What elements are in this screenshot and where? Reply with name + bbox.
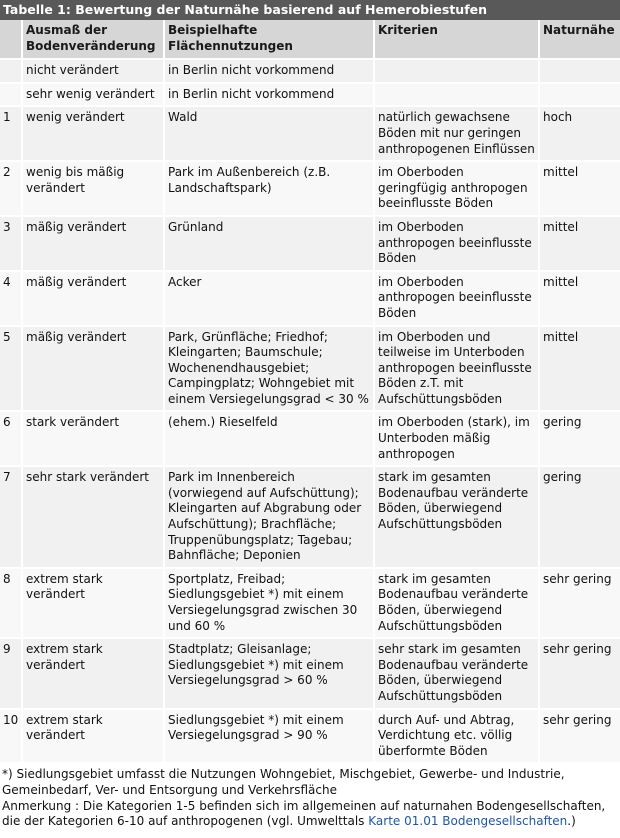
cell-nr: 6: [0, 411, 22, 466]
table-row: [0, 106, 620, 161]
cell-ausmass: mäßig verändert: [22, 326, 164, 412]
cell-nutzungen: Siedlungsgebiet *) mit einem Versiegelungsgrad > 90 %: [164, 709, 374, 764]
cell-nr: [0, 59, 22, 83]
table-row: [0, 568, 620, 638]
cell-naturnaehe: mittel: [539, 161, 620, 216]
cell-nutzungen: Park im Innenbereich (vorwiegend auf Aufschüttung); Kleingarten auf Abgrabung oder Aufschüttung); Brachfläche; Truppenübungsplatz; Tagebau; Bahnfläche; Deponien: [164, 466, 374, 568]
cell-ausmass: mäßig verändert: [22, 216, 164, 271]
header-nutzungen: Beispielhafte Flächennutzungen: [164, 20, 374, 59]
cell-nutzungen: Sportplatz, Freibad; Siedlungsgebiet *) mit einem Versiegelungsgrad zwischen 30 und 60 %: [164, 568, 374, 638]
hemerobie-table: [0, 20, 620, 764]
cell-ausmass: nicht verändert: [22, 59, 164, 83]
header-row: [0, 20, 620, 59]
cell-nr: 1: [0, 106, 22, 161]
cell-kriterien: stark im gesamten Bodenaufbau veränderte Böden, überwiegend Aufschüttungsböden: [374, 568, 539, 638]
remark-text: Anmerkung : Die Kategorien 1-5 befinden sich im allgemeinen auf naturnahen Bodengesellschaften, die der Kategorien 6-10 auf anthropogenen (vgl. Umwelttals: [2, 798, 606, 829]
cell-kriterien: durch Auf- und Abtrag, Verdichtung etc. völlig überformte Böden: [374, 709, 539, 764]
cell-kriterien: stark im gesamten Bodenaufbau veränderte Böden, überwiegend Aufschüttungsböden: [374, 466, 539, 568]
cell-nutzungen: Park im Außenbereich (z.B. Landschaftspark): [164, 161, 374, 216]
cell-ausmass: wenig verändert: [22, 106, 164, 161]
cell-nr: 9: [0, 638, 22, 708]
cell-ausmass: stark verändert: [22, 411, 164, 466]
table-row: [0, 326, 620, 412]
cell-nutzungen: in Berlin nicht vorkommend: [164, 59, 374, 83]
cell-nutzungen: Acker: [164, 271, 374, 326]
cell-naturnaehe: sehr gering: [539, 638, 620, 708]
table-notes: [0, 764, 620, 829]
remark-end: .): [567, 814, 576, 829]
table-row: [0, 83, 620, 107]
table-body: [0, 59, 620, 763]
cell-kriterien: [374, 59, 539, 83]
cell-nutzungen: Grünland: [164, 216, 374, 271]
cell-naturnaehe: [539, 83, 620, 107]
bodengesellschaften-link[interactable]: Karte 01.01 Bodengesellschaften: [368, 814, 568, 829]
cell-nutzungen: Wald: [164, 106, 374, 161]
cell-nr: 10: [0, 709, 22, 764]
cell-nutzungen: in Berlin nicht vorkommend: [164, 83, 374, 107]
cell-nutzungen: Park, Grünfläche; Friedhof; Kleingarten; Baumschule; Wochenendhausgebiet; Campingplatz; Wohngebiet mit einem Versiegelungsgrad < 30 %: [164, 326, 374, 412]
cell-nr: 8: [0, 568, 22, 638]
cell-kriterien: [374, 83, 539, 107]
cell-naturnaehe: sehr gering: [539, 568, 620, 638]
table-caption: Tabelle 1: Bewertung der Naturnähe basierend auf Hemerobiestufen: [0, 0, 620, 20]
table-row: [0, 59, 620, 83]
cell-ausmass: extrem stark verändert: [22, 638, 164, 708]
header-naturnaehe: Naturnähe: [539, 20, 620, 59]
header-ausmass: Ausmaß der Bodenveränderung: [22, 20, 164, 59]
cell-nr: 7: [0, 466, 22, 568]
cell-kriterien: sehr stark im gesamten Bodenaufbau veränderte Böden, überwiegend Aufschüttungsböden: [374, 638, 539, 708]
table-row: [0, 466, 620, 568]
table-row: [0, 411, 620, 466]
cell-nr: 4: [0, 271, 22, 326]
remark: [2, 799, 618, 830]
cell-naturnaehe: [539, 59, 620, 83]
header-nr: [0, 20, 22, 59]
cell-ausmass: sehr stark verändert: [22, 466, 164, 568]
cell-ausmass: wenig bis mäßig verändert: [22, 161, 164, 216]
cell-ausmass: mäßig verändert: [22, 271, 164, 326]
cell-nr: [0, 83, 22, 107]
cell-naturnaehe: gering: [539, 466, 620, 568]
cell-naturnaehe: mittel: [539, 216, 620, 271]
header-kriterien: Kriterien: [374, 20, 539, 59]
table-row: [0, 709, 620, 764]
cell-nr: 5: [0, 326, 22, 412]
cell-naturnaehe: sehr gering: [539, 709, 620, 764]
cell-nr: 3: [0, 216, 22, 271]
cell-kriterien: im Oberboden anthropogen beeinflusste Böden: [374, 216, 539, 271]
table-row: [0, 638, 620, 708]
footnote: *) Siedlungsgebiet umfasst die Nutzungen Wohngebiet, Mischgebiet, Gewerbe- und Industrie, Gemeinbedarf, Ver- und Entsorgung und Verkehrsfläche: [2, 767, 565, 797]
cell-ausmass: extrem stark verändert: [22, 568, 164, 638]
cell-naturnaehe: mittel: [539, 271, 620, 326]
cell-nr: 2: [0, 161, 22, 216]
cell-ausmass: extrem stark verändert: [22, 709, 164, 764]
cell-nutzungen: Stadtplatz; Gleisanlage; Siedlungsgebiet *) mit einem Versiegelungsgrad > 60 %: [164, 638, 374, 708]
table-row: [0, 271, 620, 326]
cell-kriterien: im Oberboden anthropogen beeinflusste Böden: [374, 271, 539, 326]
cell-naturnaehe: hoch: [539, 106, 620, 161]
cell-kriterien: im Oberboden und teilweise im Unterboden anthropogen beeinflusste Böden z.T. mit Aufschüttungsböden: [374, 326, 539, 412]
cell-ausmass: sehr wenig verändert: [22, 83, 164, 107]
cell-kriterien: im Oberboden (stark), im Unterboden mäßig anthropogen: [374, 411, 539, 466]
table-row: [0, 216, 620, 271]
table-row: [0, 161, 620, 216]
cell-naturnaehe: gering: [539, 411, 620, 466]
cell-kriterien: im Oberboden geringfügig anthropogen beeinflusste Böden: [374, 161, 539, 216]
cell-kriterien: natürlich gewachsene Böden mit nur geringen anthropogenen Einflüssen: [374, 106, 539, 161]
cell-naturnaehe: mittel: [539, 326, 620, 412]
cell-nutzungen: (ehem.) Rieselfeld: [164, 411, 374, 466]
